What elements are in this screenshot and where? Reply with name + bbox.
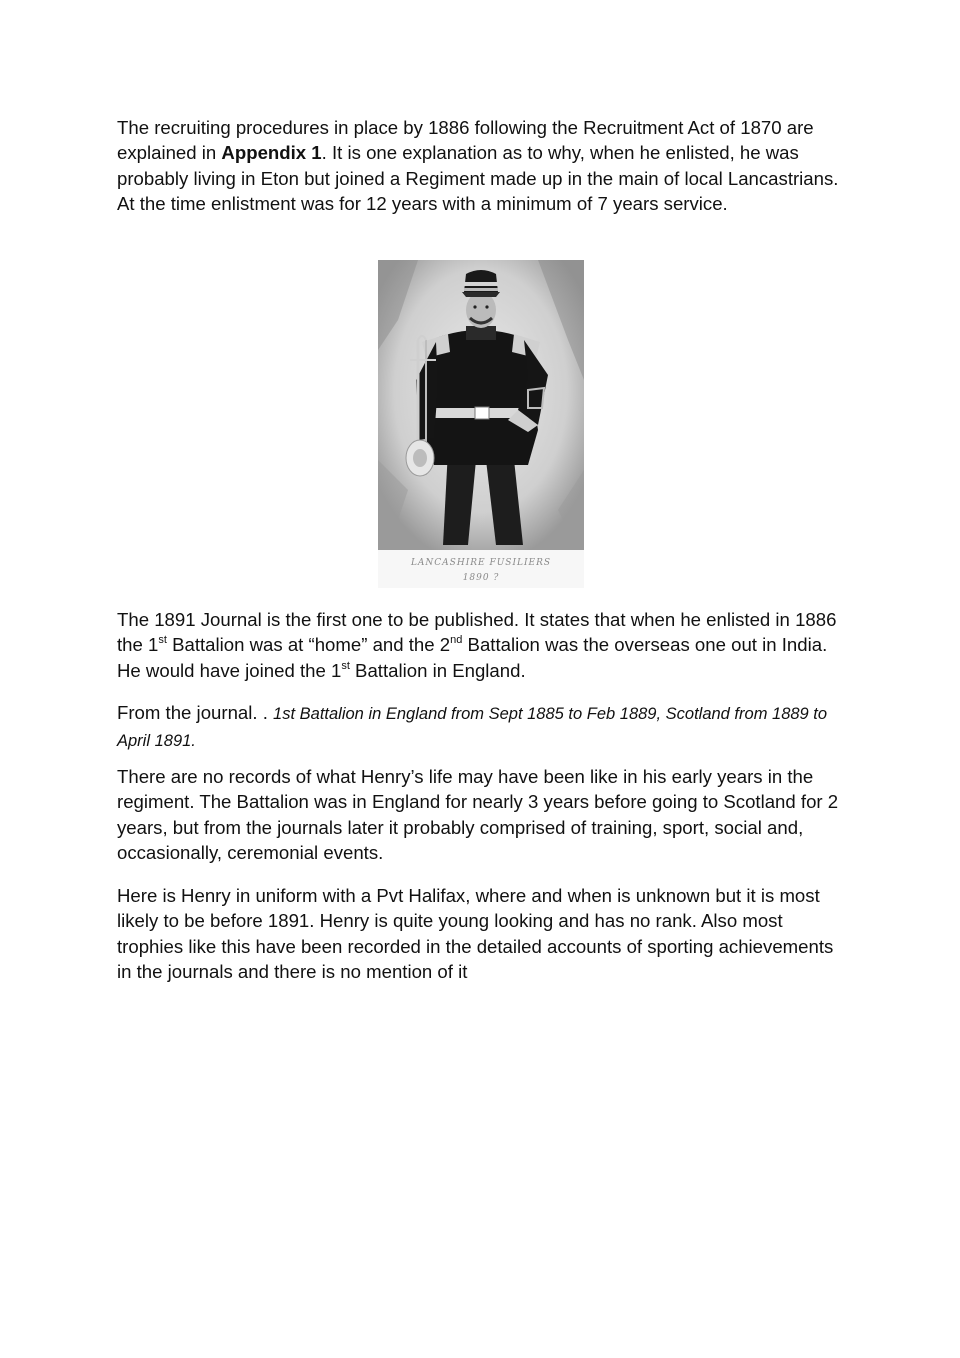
soldier-photograph <box>378 260 584 588</box>
paragraph-text: Battalion in England. <box>349 659 526 681</box>
paragraph-1891-journal <box>117 607 852 683</box>
paragraph-text: The 1891 Journal is the first one to be published. It states that when he enlisted in 1886 the 1 <box>117 609 837 656</box>
paragraph-recruiting <box>117 115 852 217</box>
soldier-photo-image <box>378 260 584 588</box>
paragraph-text: The recruiting procedures in place by 1886 following the Recruitment Act of 1870 are explained in <box>117 117 814 164</box>
appendix-reference: Appendix 1 <box>221 142 322 164</box>
paragraph-journal-quote <box>117 700 852 755</box>
photo-caption-line1: LANCASHIRE FUSILIERS <box>410 558 552 568</box>
paragraph-text: Battalion was the overseas one out in India. He would have joined the 1 <box>117 634 828 681</box>
ordinal-suffix: st <box>158 634 167 647</box>
photo-caption-line2: 1890 ? <box>462 573 500 583</box>
paragraph-text: Battalion was at “home” and the 2 <box>166 634 451 656</box>
journal-quote: 1st Battalion in England from Sept 1885 to Feb 1889, Scotland from 1889 to April 1891. <box>117 705 828 751</box>
ordinal-suffix: st <box>341 659 350 672</box>
paragraph-early-years: There are no records of what Henry’s life may have been like in his early years in the regiment. The Battalion was in England for nearly 3 years before going to Scotland for 2 years, but from the journals later it probably comprised of training, sport, social and, occasionally, ceremonial events. <box>117 766 839 864</box>
paragraph-pvt-halifax: Here is Henry in uniform with a Pvt Halifax, where and when is unknown but it is most likely to be before 1891. Henry is quite young looking and has no rank. Also most trophies like this have been recorded in the detailed accounts of sporting achievements in the journals and there is no mention of it <box>117 885 834 983</box>
paragraph-text: . It is one explanation as to why, when he enlisted, he was probably living in Eton but joined a Regiment made up in the main of local Lancastrians. At the time enlistment was for 12 years with a minimum of 7 years service. <box>117 142 839 215</box>
paragraph-text: From the journal. . <box>117 702 274 723</box>
ordinal-suffix: nd <box>450 634 463 647</box>
